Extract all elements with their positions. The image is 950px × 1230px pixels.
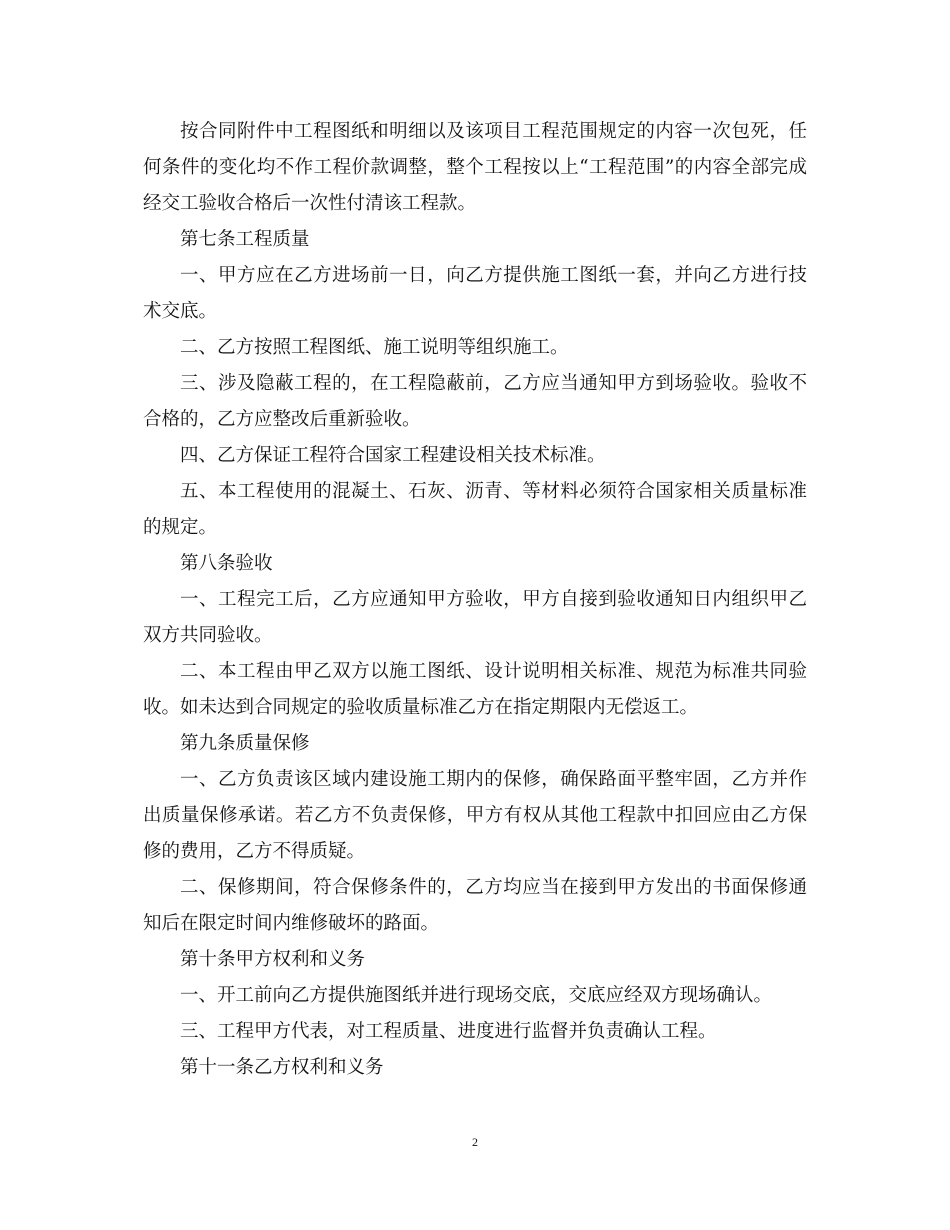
- paragraph-8-2: 二、本工程由甲乙双方以施工图纸、设计说明相关标准、规范为标准共同验收。如未达到合同规定的验收质量标准乙方在指定期限内无偿返工。: [143, 661, 807, 718]
- paragraph-payment-terms: 按合同附件中工程图纸和明细以及该项目工程范围规定的内容一次包死，任何条件的变化均不作工程价款调整，整个工程按以上“工程范围”的内容全部完成经交工验收合格后一次性付清该工程款。: [143, 121, 807, 214]
- heading-article-10: 第十条甲方权利和义务: [180, 949, 366, 970]
- heading-article-9: 第九条质量保修: [180, 733, 310, 754]
- paragraph-10-1: 一、开工前向乙方提供施图纸并进行现场交底，交底应经双方现场确认。: [180, 985, 773, 1006]
- paragraph-7-2: 二、乙方按照工程图纸、施工说明等组织施工。: [180, 337, 569, 358]
- paragraph-7-5: 五、本工程使用的混凝土、石灰、沥青、等材料必须符合国家相关质量标准的规定。: [143, 481, 807, 538]
- paragraph-7-3: 三、涉及隐蔽工程的，在工程隐蔽前，乙方应当通知甲方到场验收。验收不合格的，乙方应整改后重新验收。: [143, 373, 807, 430]
- heading-article-8: 第八条验收: [180, 553, 273, 574]
- page-number: 2: [472, 1135, 478, 1149]
- paragraph-7-1: 一、甲方应在乙方进场前一日，向乙方提供施工图纸一套，并向乙方进行技术交底。: [143, 265, 807, 322]
- paragraph-10-3: 三、工程甲方代表，对工程质量、进度进行监督并负责确认工程。: [180, 1021, 717, 1042]
- paragraph-8-1: 一、工程完工后，乙方应通知甲方验收，甲方自接到验收通知日内组织甲乙双方共同验收。: [143, 589, 807, 646]
- paragraph-9-2: 二、保修期间，符合保修条件的，乙方均应当在接到甲方发出的书面保修通知后在限定时间内维修破坏的路面。: [143, 877, 807, 934]
- heading-article-7: 第七条工程质量: [180, 229, 310, 250]
- heading-article-11: 第十一条乙方权利和义务: [180, 1057, 384, 1078]
- document-body: [143, 114, 807, 1086]
- paragraph-7-4: 四、乙方保证工程符合国家工程建设相关技术标准。: [180, 445, 606, 466]
- paragraph-9-1: 一、乙方负责该区域内建设施工期内的保修，确保路面平整牢固，乙方并作出质量保修承诺。若乙方不负责保修，甲方有权从其他工程款中扣回应由乙方保修的费用，乙方不得质疑。: [143, 769, 807, 862]
